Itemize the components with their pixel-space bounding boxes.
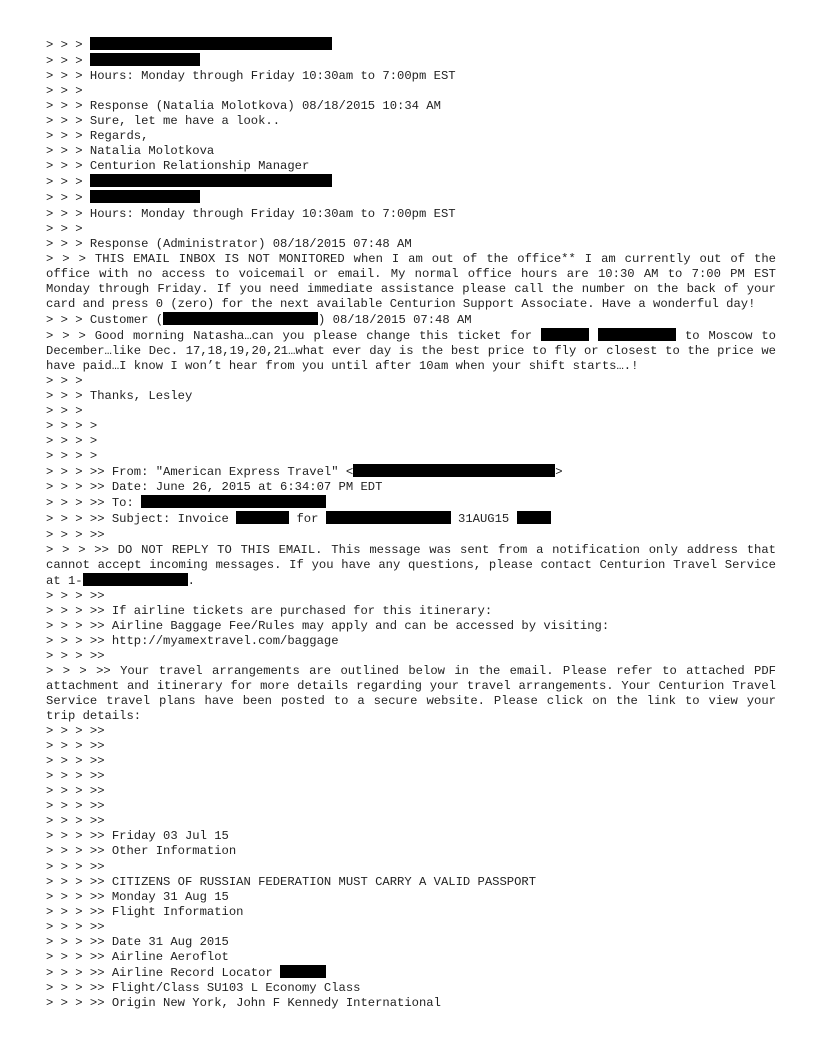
line-text: > > > >> — [46, 919, 105, 934]
email-line-l11 — [46, 190, 776, 206]
email-line-l04 — [46, 84, 776, 99]
email-line-l22 — [46, 434, 776, 449]
redaction-block — [90, 53, 200, 66]
redaction-block — [541, 328, 589, 341]
email-line-l30 — [46, 589, 776, 604]
email-line-l47 — [46, 890, 776, 905]
email-line-l18 — [46, 374, 776, 389]
email-line-l37 — [46, 739, 776, 754]
email-line-l35 — [46, 664, 776, 724]
email-line-l05 — [46, 99, 776, 114]
line-text: > > > >> Flight Information — [46, 904, 244, 919]
email-line-l16 — [46, 312, 776, 328]
email-line-l27 — [46, 511, 776, 527]
line-text: > > > — [46, 191, 90, 206]
line-text: > > > — [46, 175, 90, 190]
redaction-block — [326, 511, 451, 524]
line-text: > > > >> — [46, 754, 105, 769]
line-text: > > > >> Monday 31 Aug 15 — [46, 889, 229, 904]
email-line-l17: > > > Good morning Natasha…can you please change this ticket for to Moscow to December…like Dec. 17,18,19,20,21…what ever day is the best price to fly or closest to the price we have paid…I know I won’t hear from you until after 10am when your shift starts….! — [46, 328, 776, 373]
email-line-l14 — [46, 237, 776, 252]
email-line-l07 — [46, 129, 776, 144]
redaction-block — [280, 965, 326, 978]
line-text: > > > — [46, 38, 90, 52]
line-text: > > > >> Date: June 26, 2015 at 6:34:07 PM EDT — [46, 480, 383, 495]
email-line-l10 — [46, 174, 776, 190]
redaction-block — [163, 312, 318, 325]
line-text: > > > Regards, — [46, 129, 149, 144]
email-line-l38 — [46, 754, 776, 769]
email-line-l23 — [46, 449, 776, 464]
line-text: > > > > — [46, 419, 98, 434]
line-text: > > > Centurion Relationship Manager — [46, 159, 310, 174]
email-line-l34 — [46, 649, 776, 664]
email-line-l31 — [46, 604, 776, 619]
redaction-block — [83, 573, 188, 586]
line-text: > > > >> Date 31 Aug 2015 — [46, 934, 229, 949]
line-text: > > > Thanks, Lesley — [46, 389, 193, 404]
line-text: > > > >> Your travel arrangements are outlined below in the email. Please refer to attached PDF attachment and itinerary for more details regarding your travel arrangements. Your Centurion Travel Service travel plans have been posted to a secure website. Please click on the link to view your trip details: — [46, 663, 776, 724]
email-line-l25 — [46, 480, 776, 495]
email-line-l52 — [46, 965, 776, 981]
line-text: > > > THIS EMAIL INBOX IS NOT MONITORED when I am out of the office** I am currently out of the office with no access to voicemail or email. My normal office hours are 10:30 AM to 7:00 PM EST Monday through Friday. If you need immediate assistance please call the number on the back of your card and press 0 (zero) for the next available Centurion Support Associate. Have a wonderful day! — [46, 251, 776, 311]
email-line-l12 — [46, 207, 776, 222]
line-text: > > > >> Subject: Invoice — [46, 512, 237, 527]
line-text: > > > >> — [46, 784, 105, 799]
line-text: > > > >> Airline Aeroflot — [46, 949, 229, 964]
line-text: > > > >> To: — [46, 496, 142, 511]
email-line-l08 — [46, 144, 776, 159]
line-text: > > > Customer ( — [46, 312, 164, 327]
line-text: > > > >> If airline tickets are purchased for this itinerary: — [46, 603, 493, 618]
line-text: > > > Response (Administrator) 08/18/2015 07:48 AM — [46, 236, 412, 251]
line-text: > > > >> — [46, 799, 105, 814]
line-text: > > > >> Airline Record Locator — [46, 965, 281, 980]
line-text: ) 08/18/2015 07:48 AM — [318, 312, 472, 327]
email-line-l43 — [46, 829, 776, 844]
line-text: > > > Natalia Molotkova — [46, 144, 215, 159]
redaction-block — [598, 328, 676, 341]
email-line-l48 — [46, 905, 776, 920]
email-line-l01 — [46, 37, 776, 53]
line-text: > — [555, 465, 563, 480]
email-line-l41 — [46, 799, 776, 814]
line-text: > > > >> Other Information — [46, 844, 237, 859]
email-line-l19 — [46, 389, 776, 404]
email-line-l13 — [46, 222, 776, 237]
line-text: > > > >> — [46, 769, 105, 784]
line-text: > > > >> — [46, 527, 105, 542]
redaction-block — [90, 190, 200, 203]
line-text: > > > — [46, 374, 83, 389]
email-thread-document — [46, 37, 776, 1011]
email-line-l15 — [46, 252, 776, 312]
email-line-l24 — [46, 464, 776, 480]
email-line-l09 — [46, 159, 776, 174]
email-line-l20 — [46, 404, 776, 419]
line-text: > > > Response (Natalia Molotkova) 08/18/2015 10:34 AM — [46, 99, 441, 114]
redaction-block — [90, 174, 332, 187]
email-line-l02 — [46, 53, 776, 69]
email-line-l29 — [46, 543, 776, 589]
line-text: > > > — [46, 54, 90, 69]
redaction-block — [517, 511, 551, 524]
email-line-l21 — [46, 419, 776, 434]
redaction-block — [236, 511, 289, 524]
email-line-l45 — [46, 860, 776, 875]
email-line-l40 — [46, 784, 776, 799]
email-line-l50 — [46, 935, 776, 950]
email-line-l54 — [46, 996, 776, 1011]
line-text: > > > Hours: Monday through Friday 10:30am to 7:00pm EST — [46, 206, 456, 221]
email-line-l26 — [46, 495, 776, 511]
line-text: for — [289, 512, 326, 527]
line-text: > > > — [46, 84, 83, 99]
line-text: > > > >> http://myamextravel.com/baggage — [46, 633, 339, 648]
line-text: > > > >> — [46, 724, 105, 739]
line-text: > > > — [46, 404, 83, 419]
line-text: > > > Hours: Monday through Friday 10:30am to 7:00pm EST — [46, 69, 456, 84]
line-text: > > > >> Airline Baggage Fee/Rules may apply and can be accessed by visiting: — [46, 618, 610, 633]
redaction-block — [353, 464, 555, 477]
line-text: > > > >> — [46, 588, 105, 603]
email-line-l49 — [46, 920, 776, 935]
line-text: > > > > — [46, 434, 98, 449]
line-text: > > > >> Friday 03 Jul 15 — [46, 829, 229, 844]
line-text: 31AUG15 — [450, 512, 517, 527]
line-text: > > > >> Origin New York, John F Kennedy International — [46, 995, 441, 1010]
email-line-l33 — [46, 634, 776, 649]
line-text: > > > Sure, let me have a look.. — [46, 114, 281, 129]
email-line-l28 — [46, 528, 776, 543]
line-text: . — [187, 573, 195, 588]
email-line-l53 — [46, 981, 776, 996]
line-text: > > > >> — [46, 859, 105, 874]
line-text: > > > >> — [46, 648, 105, 663]
line-text: > > > >> DO NOT REPLY TO THIS EMAIL. This message was sent from a notification only address that cannot accept incoming messages. If you have any questions, please contact Centurion Travel Service at 1- — [46, 542, 776, 588]
line-text: > > > > — [46, 449, 98, 464]
email-line-l06 — [46, 114, 776, 129]
email-line-l36 — [46, 724, 776, 739]
email-line-l51 — [46, 950, 776, 965]
line-text: > > > — [46, 221, 83, 236]
redaction-block — [141, 495, 326, 508]
email-line-l03 — [46, 69, 776, 84]
email-line-l46 — [46, 875, 776, 890]
email-line-l32 — [46, 619, 776, 634]
email-line-l42 — [46, 814, 776, 829]
line-text: > > > >> Flight/Class SU103 L Economy Class — [46, 980, 361, 995]
email-line-l44 — [46, 844, 776, 859]
line-text: > > > >> — [46, 739, 105, 754]
line-text: > > > >> CITIZENS OF RUSSIAN FEDERATION MUST CARRY A VALID PASSPORT — [46, 874, 537, 889]
email-line-l39 — [46, 769, 776, 784]
redaction-block — [90, 37, 332, 50]
line-text: > > > >> From: "American Express Travel" < — [46, 465, 354, 480]
line-text: > > > >> — [46, 814, 105, 829]
